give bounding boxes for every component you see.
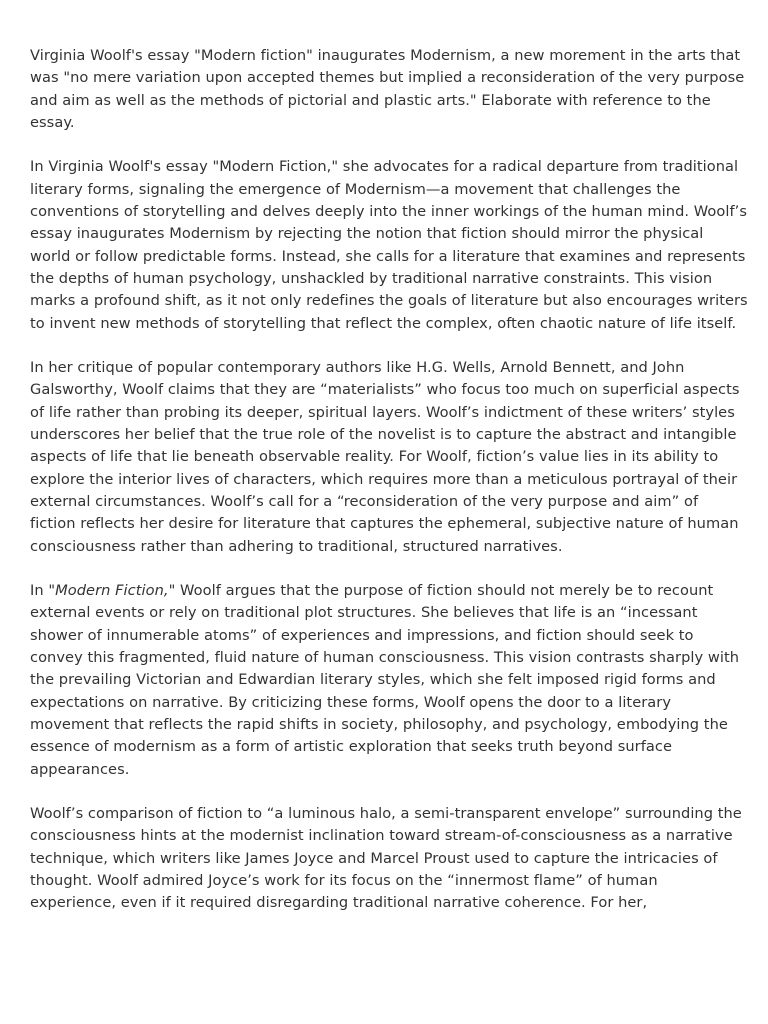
essay-title-italic: "Modern Fiction," — [48, 582, 176, 600]
paragraph-text: Woolf argues that the purpose of fiction should not merely be to recount external events or rely on traditional plot structures. She believes that life is an “incessant shower of innumerable atoms” of experiences and impressions, and fiction should seek to convey this fragmented, fluid nature of human consciousness. This vision contrasts sharply with the prevailing Victorian and Edwardian literary styles, which she felt imposed rigid forms and expectations on narrative. By criticizing these forms, Woolf opens the door to a literary movement that reflects the rapid shifts in society, philosophy, and psychology, embodying the essence of modernism as a form of artistic exploration that seeks truth beyond surface appearances. — [30, 582, 740, 778]
answer-paragraph-intro: In Virginia Woolf's essay "Modern Fiction," she advocates for a radical departure from traditional literary forms, signaling the emergence of Modernism—a movement that challenges the conventions of storytelling and delves deeply into the inner workings of the human mind. Woolf’s essay inaugurates Modernism by rejecting the notion that fiction should mirror the physical world or follow predictable forms. Instead, she calls for a literature that examines and represents the depths of human psychology, unshackled by traditional narrative constraints. This vision marks a profound shift, as it not only redefines the goals of literature but also encourages writers to invent new methods of storytelling that reflect the complex, often chaotic nature of life itself. — [30, 158, 748, 332]
paragraph-prefix: In — [30, 582, 49, 600]
answer-paragraph-luminous-halo: Woolf’s comparison of fiction to “a luminous halo, a semi-transparent envelope” surrounding the consciousness hints at the modernist inclination toward stream-of-consciousness as a narrative technique, which writers like James Joyce and Marcel Proust used to capture the intricacies of thought. Woolf admired Joyce’s work for its focus on the “innermost flame” of human experience, even if it required disregarding traditional narrative coherence. For her, — [30, 805, 742, 912]
document-body — [30, 45, 748, 937]
answer-paragraph-materialists: In her critique of popular contemporary authors like H.G. Wells, Arnold Bennett, and John Galsworthy, Woolf claims that they are “materialists” who focus too much on superficial aspects of life rather than probing its deeper, spiritual layers. Woolf’s indictment of these writers’ styles underscores her belief that the true role of the novelist is to capture the abstract and intangible aspects of life that lie beneath observable reality. For Woolf, fiction’s value lies in its ability to explore the interior lives of characters, which requires more than a meticulous portrayal of their external circumstances. Woolf’s call for a “reconsideration of the very purpose and aim” of fiction reflects her desire for literature that captures the ephemeral, subjective nature of human consciousness rather than adhering to traditional, structured narratives. — [30, 359, 740, 555]
answer-paragraph-modern-fiction — [30, 580, 748, 781]
question-paragraph: Virginia Woolf's essay "Modern fiction" inaugurates Modernism, a new morement in the arts that was "no mere variation upon accepted themes but implied a reconsideration of the very purpose and aim as well as the methods of pictorial and plastic arts." Elaborate with reference to the essay. — [30, 47, 745, 131]
